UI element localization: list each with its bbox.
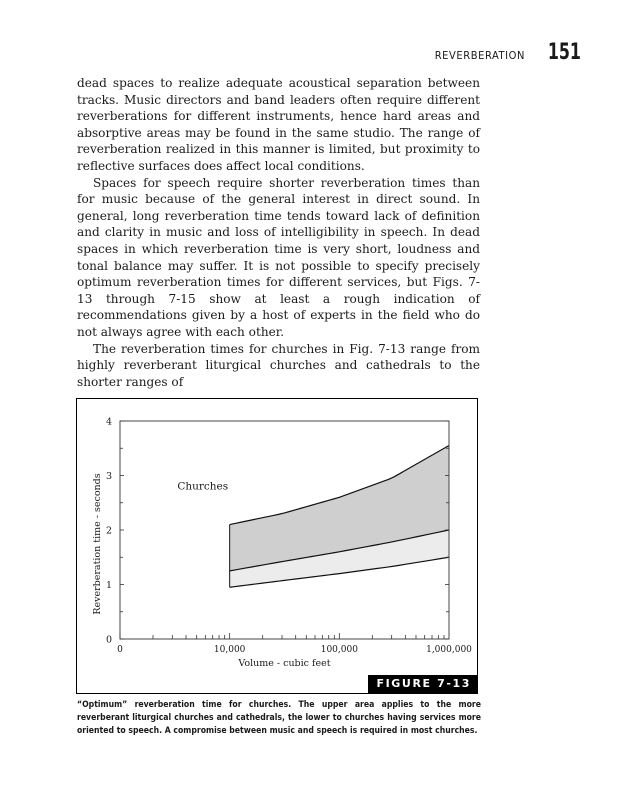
body-text — [77, 75, 480, 390]
figure-7-13 — [76, 398, 478, 694]
paragraph-1: dead spaces to realize adequate acoustical separation between tracks. Music directors and band leaders often require different reverberations for different instruments, hence hard areas and absorptive areas may be found in the same studio. The range of reverberation realized in this manner is limited, but proximity to reflective surfaces does affect local conditions. — [77, 76, 480, 173]
y-tick-label: 0 — [105, 634, 112, 646]
areas-layer — [230, 446, 449, 588]
reverberation-chart — [77, 399, 477, 693]
x-axis-title: Volume - cubic feet — [238, 658, 331, 669]
x-tick-label: 10,000 — [213, 645, 246, 655]
x-tick-label: 0 — [117, 645, 123, 655]
figure-label: FIGURE 7-13 — [368, 675, 477, 693]
y-axis-title: Reverberation time - seconds — [92, 473, 103, 615]
x-tick-label: 1,000,000 — [426, 645, 472, 655]
y-tick-label: 2 — [105, 525, 112, 537]
y-tick-label: 1 — [105, 580, 112, 591]
annotation-churches: Churches — [177, 480, 229, 493]
paragraph-3: The reverberation times for churches in Fig. 7-13 range from highly reverberant liturgical churches and cathedrals to the shorter ranges of — [77, 341, 480, 389]
figure-caption: “Optimum” reverberation time for churches. The upper area applies to the more reverberant liturgical churches and cathedrals, the lower to churches having services more oriented to speech. A compromise between music and speech is required in most churches. — [77, 700, 481, 736]
running-head-title: REVERBERATION — [434, 49, 526, 62]
x-tick-label: 100,000 — [320, 645, 358, 655]
y-tick-label: 3 — [105, 471, 112, 482]
paragraph-2: Spaces for speech require shorter reverberation times than for music because of the general interest in direct sound. In general, long reverberation time tends toward lack of definition and clarity in music and loss of intelligibility in speech. In dead spaces in which reverberation time is very short, loudness and tonal balance may suffer. It is not possible to specify precisely optimum reverberation times for different services, but Figs. 7-13 through 7-15 show at least a rough indication of recommendations given by a host of experts in the field who do not always agree with each other. — [77, 175, 480, 339]
running-head — [435, 40, 581, 65]
y-tick-label: 4 — [105, 416, 112, 428]
page-number: 151 — [547, 40, 581, 65]
